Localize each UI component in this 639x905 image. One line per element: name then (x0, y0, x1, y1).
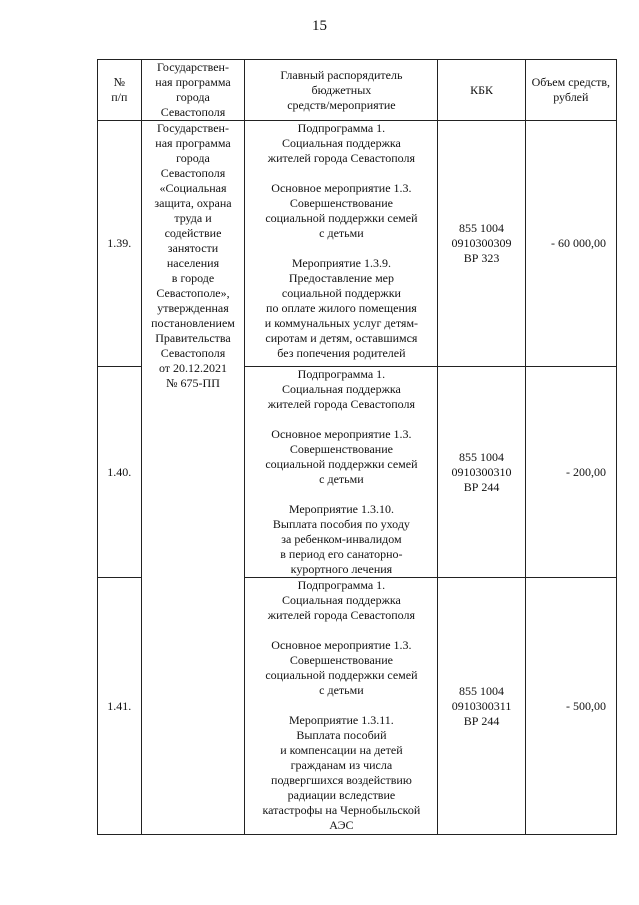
header-amount: Объем средств, рублей (525, 60, 616, 121)
kbk-cell: 855 1004 0910300310 ВР 244 (438, 367, 525, 578)
amount-cell: - 200,00 (525, 367, 616, 578)
row-number: 1.41. (98, 578, 142, 835)
event-cell (245, 578, 438, 835)
subprogram-text: Подпрограмма 1. Социальная поддержка жителей города Севастополя (267, 578, 416, 622)
event-cell (245, 121, 438, 367)
table-row (98, 121, 617, 367)
table-header-row (98, 60, 617, 121)
row-number: 1.40. (98, 367, 142, 578)
main-event-text: Основное мероприятие 1.3. Совершенствование социальной поддержки семей с детьми (265, 181, 418, 240)
event-cell (245, 367, 438, 578)
amount-cell: - 500,00 (525, 578, 616, 835)
main-event-text: Основное мероприятие 1.3. Совершенствование социальной поддержки семей с детьми (265, 638, 418, 697)
event-text: Мероприятие 1.3.9. Предоставление мер социальной поддержки по оплате жилого помещения и коммунальных услуг детям- сиротам и детям, оставшимся без попечения родителей (264, 256, 419, 360)
page-number: 15 (312, 18, 327, 34)
kbk-cell: 855 1004 0910300309 ВР 323 (438, 121, 525, 367)
header-program: Государствен- ная программа города Севастополя (141, 60, 245, 121)
main-event-text: Основное мероприятие 1.3. Совершенствование социальной поддержки семей с детьми (265, 427, 418, 486)
program-cell: Государствен- ная программа города Севастополя «Социальная защита, охрана труда и содействие занятости населения в городе Севастополе», утвержденная постановлением Правительства Севастополя от 20.12.2021 № 675-ПП (141, 121, 245, 835)
budget-table (97, 59, 617, 835)
header-manager: Главный распорядитель бюджетных средств/мероприятие (245, 60, 438, 121)
subprogram-text: Подпрограмма 1. Социальная поддержка жителей города Севастополя (267, 367, 416, 411)
kbk-cell: 855 1004 0910300311 ВР 244 (438, 578, 525, 835)
header-kbk: КБК (438, 60, 525, 121)
subprogram-text: Подпрограмма 1. Социальная поддержка жителей города Севастополя (267, 121, 416, 165)
header-number: № п/п (98, 60, 142, 121)
event-text: Мероприятие 1.3.11. Выплата пособий и компенсации на детей гражданам из числа подвергшихся воздействию радиации вследствие катастрофы на Чернобыльской АЭС (262, 713, 421, 832)
row-number: 1.39. (98, 121, 142, 367)
amount-cell: - 60 000,00 (525, 121, 616, 367)
event-text: Мероприятие 1.3.10. Выплата пособия по уходу за ребенком-инвалидом в период его санаторно- курортного лечения (272, 502, 410, 576)
